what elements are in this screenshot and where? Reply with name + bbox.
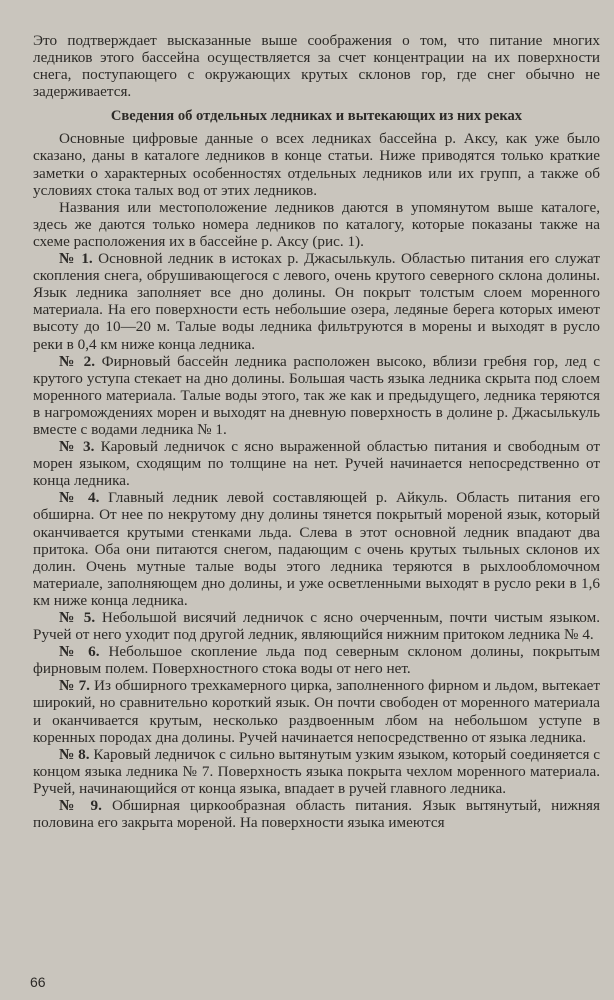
glacier-number: № 8. <box>59 745 90 763</box>
glacier-number: № 3. <box>59 438 95 456</box>
glacier-entry <box>33 797 600 831</box>
section-heading: Сведения об отдельных ледниках и вытекающих из них реках <box>110 108 523 125</box>
glacier-number: № 4. <box>59 489 100 507</box>
glacier-number: № 6. <box>59 643 100 661</box>
glacier-description: Обширная циркообразная область питания. Язык вытянутый, нижняя половина его закрыта мореной. На поверхности языка имеются <box>33 797 601 832</box>
glacier-description: Небольшой висячий ледничок с ясно очерченным, почти чистым языком. Ручей от него уходит под другой ледник, являющийся нижним притоком ледника № 4. <box>33 609 601 644</box>
glacier-entry <box>33 643 600 677</box>
glacier-entry <box>33 609 600 643</box>
glacier-number: № 2. <box>59 352 95 370</box>
glacier-number: № 7. <box>59 677 90 695</box>
glacier-description: Небольшое скопление льда под северным склоном долины, покрытым фирновым полем. Поверхностного стока воды от него нет. <box>33 643 601 678</box>
intro-paragraph: Это подтверждает высказанные выше соображения о том, что питание многих ледников этого бассейна осуществляется за счет концентрации на их поверхности снега, поступающего с окружающих крутых склонов гор, где снег обычно не задерживается. <box>33 32 600 101</box>
glacier-entry <box>33 746 600 797</box>
glacier-description: Главный ледник левой составляющей р. Айкуль. Область питания его обширна. От нее по некрутому дну долины тянется покрытый мореной язык, который оканчивается крутыми стенками льда. Слева в этот основной ледник впадают два притока. Оба они питаются снегом, падающим с очень крутых тыльных склонов их долин. Очень мутные талые воды этого ледника теряются в рыхлообломочном материале, заполняющем дно долины, и уже осветленными выходят в русло реки в 1,6 км ниже конца ледника. <box>33 489 600 609</box>
glacier-entry <box>33 353 600 438</box>
glacier-description: Из обширного трехкамерного цирка, заполненного фирном и льдом, вытекает широкий, но сравнительно короткий язык. Он почти свободен от моренного материала и оканчивается крутым, несколько раздвоенным лбом на небольшом уступе в коренных породах дна долины. Ручей начинается непосредственно от языка ледника. <box>33 677 600 746</box>
page-number: 66 <box>30 974 46 990</box>
glacier-number: № 9. <box>59 797 102 815</box>
glacier-description: Основной ледник в истоках р. Джасылькуль. Областью питания его служат скопления снега, обрушивающегося с левого, очень крутого северного склона долины. Язык ледника заполняет все дно долины. Он покрыт толстым слоем моренного материала. На его поверхности есть небольшие озера, ледяные берега которых имеют высоту до 10—20 м. Талые воды ледника фильтруются в морены и выходят в русло реки в 0,4 км ниже конца ледника. <box>33 250 601 353</box>
glacier-number: № 5. <box>59 609 96 626</box>
glacier-description: Каровый ледничок с сильно вытянутым узким языком, который соединяется с концом языка ледника № 7. Поверхность языка покрыта чехлом моренного материала. Ручей, начинающийся от конца языка, впадает в ручей главного ледника. <box>33 745 601 797</box>
glacier-entry <box>33 489 600 609</box>
glacier-number: № 1. <box>59 250 93 268</box>
body-paragraph: Названия или местоположение ледников даются в упомянутом выше каталоге, здесь же даются только номера ледников по каталогу, которые показаны также на схеме расположения их в бассейне р. Аксу (рис. 1). <box>33 198 600 250</box>
glacier-description: Фирновый бассейн ледника расположен высоко, вблизи гребня гор, лед с крутого уступа стекает на дно долины. Большая часть языка ледника скрыта под слоем моренного материала. Талые воды этого, так же как и предыдущего, ледника теряются в нагромождениях морен и выходят на дневную поверхность в долине р. Джасылькуль вместе с водами ледника № 1. <box>33 352 601 438</box>
glacier-entry <box>33 250 600 353</box>
body-paragraph: Основные цифровые данные о всех ледниках бассейна р. Аксу, как уже было сказано, даны в каталоге ледников в конце статьи. Ниже приводятся только краткие заметки о характерных особенностях отдельных ледников или их групп, а также об условиях стока талых вод от этих ледников. <box>33 130 600 199</box>
glacier-entry <box>33 677 600 745</box>
glacier-description: Каровый ледничок с ясно выраженной областью питания и свободным от морен языком, сходящим по толщине на нет. Ручей начинается непосредственно от конца ледника. <box>33 438 601 490</box>
glacier-entry <box>33 438 600 489</box>
